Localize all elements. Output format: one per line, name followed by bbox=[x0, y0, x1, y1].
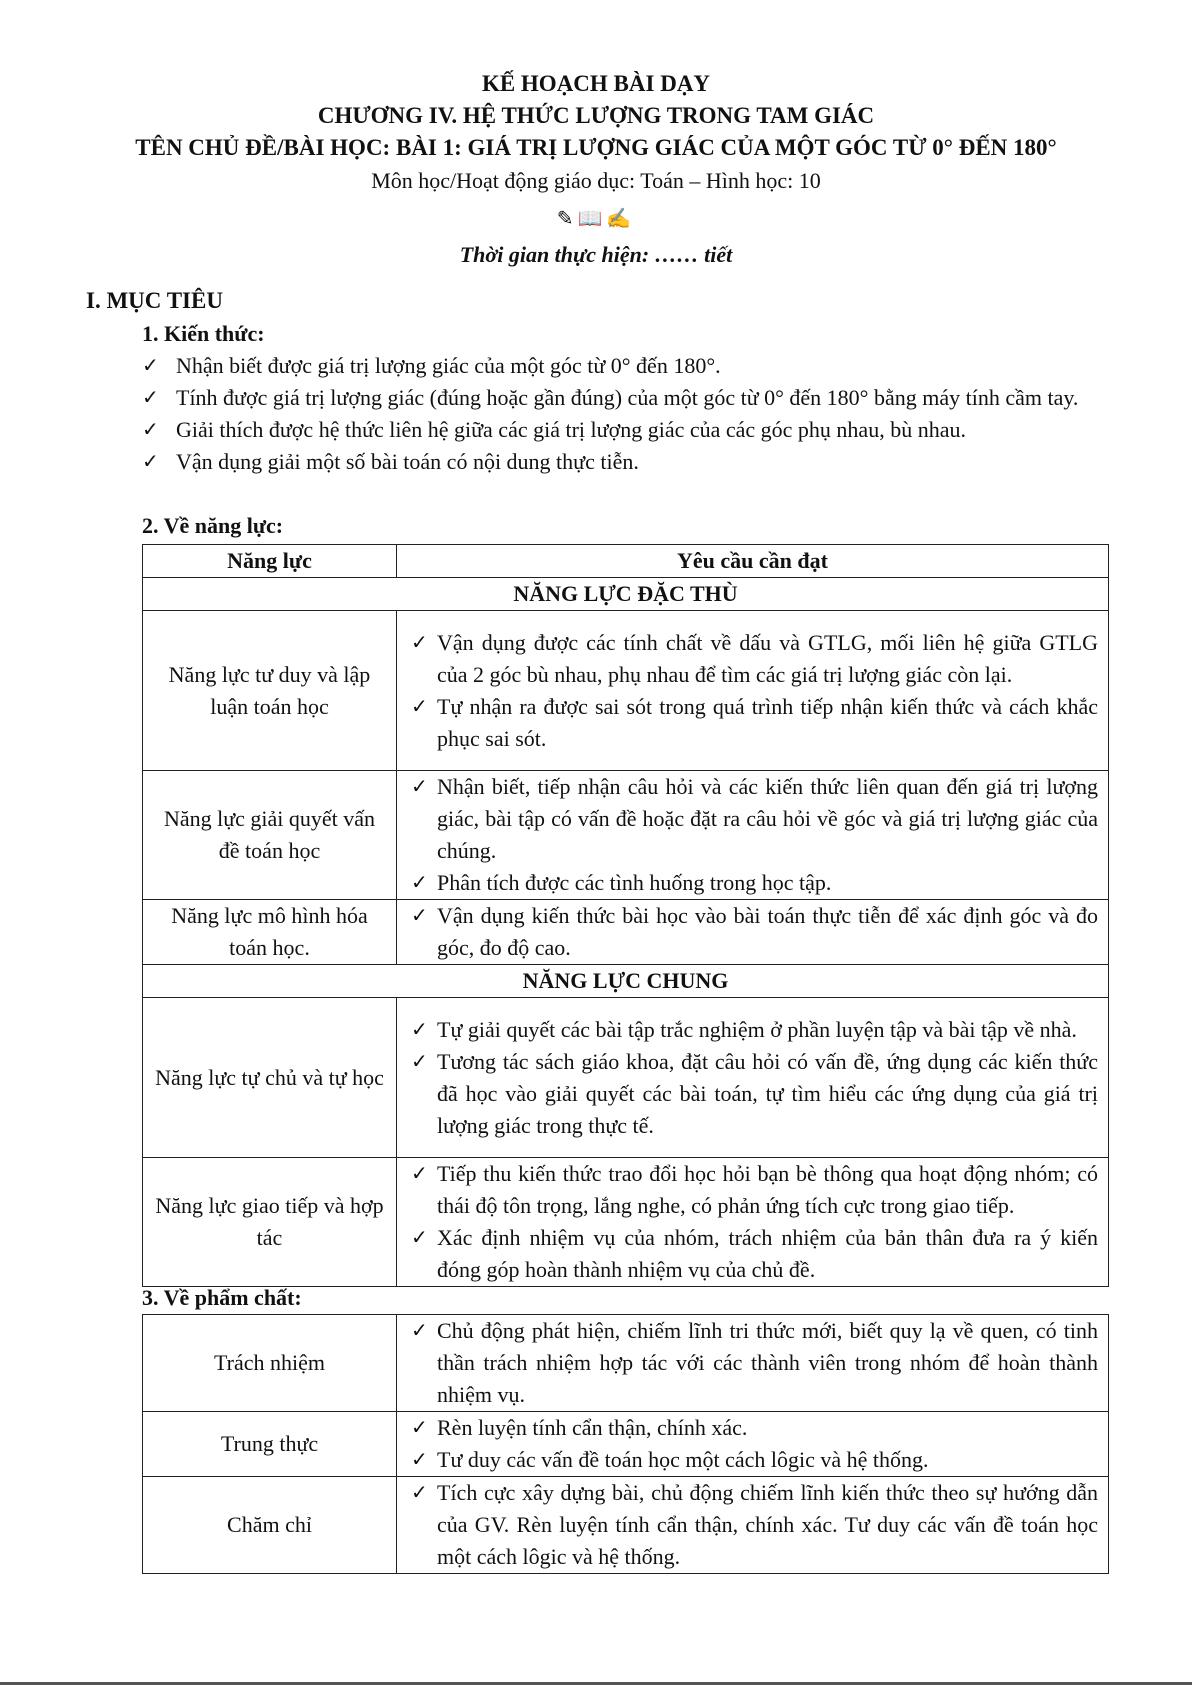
checkmark-icon: ✓ bbox=[411, 1050, 428, 1073]
quality-title: 3. Về phẩm chất: bbox=[142, 1285, 302, 1310]
knowledge-item-text: Vận dụng giải một số bài toán có nội dung thực tiễn. bbox=[176, 449, 639, 474]
requirement-text: Tích cực xây dựng bài, chủ động chiếm lĩnh kiến thức theo sự hướng dẫn của GV. Rèn luyện tính cẩn thận, chính xác. Tư duy các vấn đề toán học một cách lôgic và hệ thống. bbox=[437, 1480, 1098, 1569]
table-row bbox=[143, 1158, 1109, 1287]
requirement-text: Rèn luyện tính cẩn thận, chính xác. bbox=[437, 1415, 748, 1440]
knowledge-item-text: Nhận biết được giá trị lượng giác của một góc từ 0° đến 180°. bbox=[176, 353, 721, 378]
row-label: Năng lực giao tiếp và hợp tác bbox=[143, 1158, 397, 1287]
column-header-requirement: Yêu cầu cần đạt bbox=[397, 545, 1109, 578]
requirement-item bbox=[411, 1046, 1098, 1142]
book-ornament-icon: ✎📖✍ bbox=[556, 208, 636, 230]
requirement-item bbox=[411, 867, 1098, 899]
requirement-text: Vận dụng kiến thức bài học vào bài toán thực tiễn để xác định góc và đo góc, đo độ cao. bbox=[437, 903, 1098, 960]
requirement-text: Xác định nhiệm vụ của nhóm, trách nhiệm của bản thân đưa ra ý kiến đóng góp hoàn thành nhiệm vụ của chủ đề. bbox=[437, 1225, 1098, 1282]
row-label: Năng lực tư duy và lập luận toán học bbox=[143, 611, 397, 771]
requirement-text: Tự nhận ra được sai sót trong quá trình tiếp nhận kiến thức và cách khắc phục sai sót. bbox=[437, 693, 1098, 751]
checkmark-icon: ✓ bbox=[142, 355, 159, 377]
group-row bbox=[143, 965, 1109, 998]
plan-title: KẾ HOẠCH BÀI DẠY bbox=[481, 71, 711, 96]
row-requirements bbox=[397, 1315, 1109, 1412]
row-label: Năng lực giải quyết vấn đề toán học bbox=[143, 771, 397, 900]
checkmark-icon: ✓ bbox=[142, 419, 159, 441]
requirement-item bbox=[411, 900, 1098, 964]
checkmark-icon: ✓ bbox=[411, 776, 428, 798]
checkmark-icon: ✓ bbox=[411, 905, 428, 927]
requirement-item bbox=[411, 771, 1098, 867]
knowledge-item bbox=[142, 446, 1112, 478]
row-requirements bbox=[397, 900, 1109, 965]
row-label: Chăm chỉ bbox=[143, 1477, 397, 1574]
knowledge-item-text: Tính được giá trị lượng giác (đúng hoặc gần đúng) của một góc từ 0° đến 180° bằng máy tính cầm tay. bbox=[176, 385, 1079, 410]
column-header-competence: Năng lực bbox=[143, 545, 397, 578]
checkmark-icon: ✓ bbox=[411, 1163, 428, 1185]
table-row bbox=[143, 611, 1109, 771]
knowledge-list bbox=[142, 350, 1112, 478]
section-objectives-title: I. MỤC TIÊU bbox=[86, 288, 223, 313]
row-label: Trách nhiệm bbox=[143, 1315, 397, 1412]
group-row bbox=[143, 578, 1109, 611]
table-row bbox=[143, 1315, 1109, 1412]
checkmark-icon: ✓ bbox=[142, 387, 159, 409]
checkmark-icon: ✓ bbox=[411, 695, 428, 718]
table-row bbox=[143, 1477, 1109, 1574]
subject-line: Môn học/Hoạt động giáo dục: Toán – Hình học: 10 bbox=[371, 168, 821, 193]
requirement-text: Vận dụng được các tính chất về dấu và GTLG, mối liên hệ giữa GTLG của 2 góc bù nhau, phụ nhau để tìm các giá trị lượng giác còn lại. bbox=[437, 629, 1098, 687]
row-requirements bbox=[397, 611, 1109, 771]
knowledge-item bbox=[142, 382, 1112, 414]
time-line: Thời gian thực hiện: …… tiết bbox=[459, 242, 733, 267]
requirement-item bbox=[411, 1315, 1098, 1411]
group-header-specific: NĂNG LỰC ĐẶC THÙ bbox=[143, 578, 1109, 611]
row-label: Năng lực tự chủ và tự học bbox=[143, 998, 397, 1158]
group-header-general: NĂNG LỰC CHUNG bbox=[143, 965, 1109, 998]
row-requirements bbox=[397, 771, 1109, 900]
knowledge-item-text: Giải thích được hệ thức liên hệ giữa các giá trị lượng giác của các góc phụ nhau, bù nhau. bbox=[176, 417, 966, 442]
requirement-text: Tương tác sách giáo khoa, đặt câu hỏi có vấn đề, ứng dụng các kiến thức đã học vào giải quyết các bài toán, tự tìm hiểu các ứng dụng của giá trị lượng giác trong thực tế. bbox=[437, 1048, 1098, 1138]
checkmark-icon: ✓ bbox=[142, 451, 159, 473]
row-requirements bbox=[397, 1412, 1109, 1477]
table-row bbox=[143, 771, 1109, 900]
table-row bbox=[143, 1412, 1109, 1477]
requirement-item bbox=[411, 627, 1098, 691]
table-row bbox=[143, 998, 1109, 1158]
requirement-text: Phân tích được các tình huống trong học tập. bbox=[437, 870, 832, 895]
checkmark-icon: ✓ bbox=[411, 1227, 428, 1249]
document-header bbox=[0, 68, 1192, 270]
requirement-text: Tiếp thu kiến thức trao đổi học hỏi bạn bè thông qua hoạt động nhóm; có thái độ tôn trọng, lắng nghe, có phản ứng tích cực trong giao tiếp. bbox=[437, 1161, 1098, 1218]
row-requirements bbox=[397, 998, 1109, 1158]
requirement-text: Nhận biết, tiếp nhận câu hỏi và các kiến thức liên quan đến giá trị lượng giác, bài tập có vấn đề hoặc đặt ra câu hỏi về góc và giá trị lượng giác của chúng. bbox=[437, 774, 1098, 863]
row-label: Năng lực mô hình hóa toán học. bbox=[143, 900, 397, 965]
checkmark-icon: ✓ bbox=[411, 1449, 428, 1471]
row-label: Trung thực bbox=[143, 1412, 397, 1477]
row-requirements bbox=[397, 1158, 1109, 1287]
checkmark-icon: ✓ bbox=[411, 1018, 428, 1041]
quality-table bbox=[142, 1314, 1109, 1574]
competence-title: 2. Về năng lực: bbox=[142, 513, 284, 538]
lesson-title: TÊN CHỦ ĐỀ/BÀI HỌC: BÀI 1: GIÁ TRỊ LƯỢNG GIÁC CỦA MỘT GÓC TỪ 0° ĐẾN 180° bbox=[135, 135, 1057, 160]
knowledge-title: 1. Kiến thức: bbox=[142, 321, 265, 346]
row-requirements bbox=[397, 1477, 1109, 1574]
checkmark-icon: ✓ bbox=[411, 1320, 428, 1342]
requirement-item bbox=[411, 1014, 1098, 1046]
chapter-title: CHƯƠNG IV. HỆ THỨC LƯỢNG TRONG TAM GIÁC bbox=[317, 103, 875, 128]
knowledge-item bbox=[142, 350, 1112, 382]
requirement-item bbox=[411, 1222, 1098, 1286]
requirement-text: Chủ động phát hiện, chiếm lĩnh tri thức mới, biết quy lạ về quen, có tinh thần trách nhiệm hợp tác với các thành viên trong nhóm để hoàn thành nhiệm vụ. bbox=[437, 1318, 1098, 1407]
requirement-item bbox=[411, 691, 1098, 755]
requirement-item bbox=[411, 1444, 1098, 1476]
requirement-item bbox=[411, 1158, 1098, 1222]
requirement-text: Tự giải quyết các bài tập trắc nghiệm ở phần luyện tập và bài tập về nhà. bbox=[437, 1016, 1077, 1042]
knowledge-item bbox=[142, 414, 1112, 446]
checkmark-icon: ✓ bbox=[411, 1482, 428, 1504]
table-row bbox=[143, 900, 1109, 965]
checkmark-icon: ✓ bbox=[411, 631, 428, 654]
competence-table bbox=[142, 544, 1109, 1287]
checkmark-icon: ✓ bbox=[411, 872, 428, 894]
checkmark-icon: ✓ bbox=[411, 1417, 428, 1439]
requirement-item bbox=[411, 1412, 1098, 1444]
requirement-text: Tư duy các vấn đề toán học một cách lôgic và hệ thống. bbox=[437, 1447, 929, 1472]
requirement-item bbox=[411, 1477, 1098, 1573]
